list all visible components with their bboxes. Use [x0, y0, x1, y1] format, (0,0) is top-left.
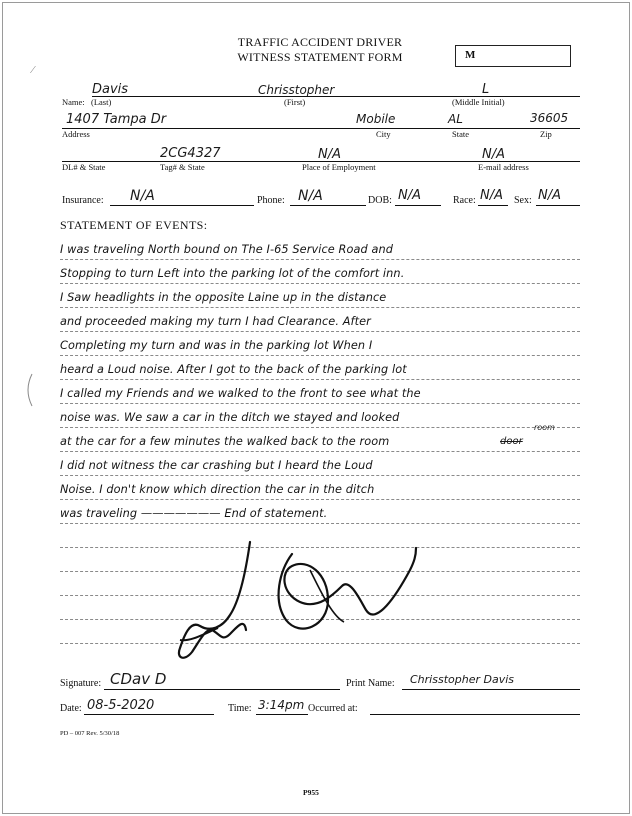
- statement-line: at the car for a few minutes the walked back to the room: [60, 435, 390, 448]
- dl-label: DL# & State: [62, 162, 106, 172]
- form-title-line2: WITNESS STATEMENT FORM: [237, 50, 403, 64]
- time-value: 3:14pm: [258, 698, 305, 712]
- statement-line: I called my Friends and we walked to the front to see what the: [60, 387, 421, 400]
- rule-line: [60, 523, 580, 524]
- name-label: Name:: [62, 97, 85, 107]
- state-label: State: [452, 129, 469, 139]
- tag-label: Tag# & State: [160, 162, 205, 172]
- city-label: City: [376, 129, 391, 139]
- address-label: Address: [62, 129, 90, 139]
- middle-label: (Middle Initial): [452, 97, 505, 107]
- time-label: Time:: [228, 703, 252, 714]
- statement-line: I was traveling North bound on The I-65 Service Road and: [60, 243, 394, 256]
- zip-value: 36605: [530, 111, 569, 125]
- sex-label: Sex:: [514, 195, 532, 206]
- statement-strike: door: [500, 436, 523, 447]
- statement-line: Stopping to turn Left into the parking lot of the comfort inn.: [60, 267, 405, 280]
- city-value: Mobile: [356, 112, 396, 126]
- email-label: E-mail address: [478, 162, 529, 172]
- occurred-at-label: Occurred at:: [308, 703, 358, 714]
- date-value: 08-5-2020: [87, 698, 155, 713]
- middle-initial-value: L: [482, 82, 490, 97]
- statement-line: noise was. We saw a car in the ditch we stayed and looked: [60, 411, 400, 424]
- race-line: [478, 205, 508, 206]
- race-label: Race:: [453, 195, 476, 206]
- insurance-label: Insurance:: [62, 195, 104, 206]
- bates-number: P955: [303, 788, 319, 797]
- race-value: N/A: [480, 188, 503, 203]
- statement-line: was traveling ——————— End of statement.: [60, 507, 328, 520]
- print-name-line: [402, 689, 580, 690]
- zip-label: Zip: [540, 129, 552, 139]
- m-box: M: [455, 45, 571, 67]
- rule-line: [60, 307, 580, 308]
- rule-line: [60, 427, 580, 428]
- signature-line: [104, 689, 340, 690]
- signature-label: Signature:: [60, 678, 102, 689]
- rule-line: [60, 379, 580, 380]
- margin-bracket-icon: [18, 370, 38, 410]
- rule-line: [60, 283, 580, 284]
- statement-line: and proceeded making my turn I had Clearance. After: [60, 315, 371, 328]
- dob-value: N/A: [398, 188, 421, 203]
- time-line: [256, 714, 308, 715]
- statement-heading: STATEMENT OF EVENTS:: [60, 218, 208, 232]
- sex-line: [536, 205, 580, 206]
- employment-value: N/A: [318, 147, 341, 162]
- form-revision: PD – 007 Rev. 5/30/18: [60, 730, 120, 737]
- occurred-at-line: [370, 714, 580, 715]
- date-line: [84, 714, 214, 715]
- print-name-label: Print Name:: [346, 678, 395, 689]
- last-label: (Last): [91, 97, 112, 107]
- rule-line: [60, 475, 580, 476]
- rule-line: [60, 355, 580, 356]
- tag-value: 2CG4327: [160, 146, 221, 161]
- sex-value: N/A: [538, 188, 561, 203]
- first-label: (First): [284, 97, 306, 107]
- dob-label: DOB:: [368, 195, 392, 206]
- phone-line: [290, 205, 366, 206]
- email-value: N/A: [482, 147, 505, 162]
- form-title-line1: TRAFFIC ACCIDENT DRIVER: [237, 35, 403, 49]
- address-line: [62, 128, 580, 129]
- statement-line: I Saw headlights in the opposite Laine up in the distance: [60, 291, 387, 304]
- margin-mark: ⁄: [32, 64, 34, 76]
- statement-line: Noise. I don't know which direction the car in the ditch: [60, 483, 375, 496]
- statement-line: heard a Loud noise. After I got to the back of the parking lot: [60, 363, 407, 376]
- rule-line: [60, 403, 580, 404]
- insurance-value: N/A: [130, 188, 155, 204]
- statement-line: I did not witness the car crashing but I heard the Loud: [60, 459, 373, 472]
- insurance-line: [110, 205, 254, 206]
- rule-line: [60, 499, 580, 500]
- first-name-value: Chrisstopher: [258, 83, 335, 97]
- signature-value: CDav D: [110, 670, 167, 688]
- print-name-value: Chrisstopher Davis: [410, 673, 514, 686]
- rule-line: [60, 451, 580, 452]
- last-name-value: Davis: [92, 82, 129, 97]
- state-value: AL: [448, 112, 463, 126]
- employment-label: Place of Employment: [302, 162, 376, 172]
- rule-line: [60, 259, 580, 260]
- dob-line: [395, 205, 441, 206]
- phone-value: N/A: [298, 188, 323, 204]
- statement-line: Completing my turn and was in the parking lot When I: [60, 339, 373, 352]
- address-value: 1407 Tampa Dr: [66, 112, 167, 127]
- rule-line: [60, 331, 580, 332]
- signature-scrawl: [160, 530, 460, 670]
- name-line: [92, 96, 580, 97]
- date-label: Date:: [60, 703, 82, 714]
- statement-overwrite: room: [534, 423, 555, 432]
- phone-label: Phone:: [257, 195, 285, 206]
